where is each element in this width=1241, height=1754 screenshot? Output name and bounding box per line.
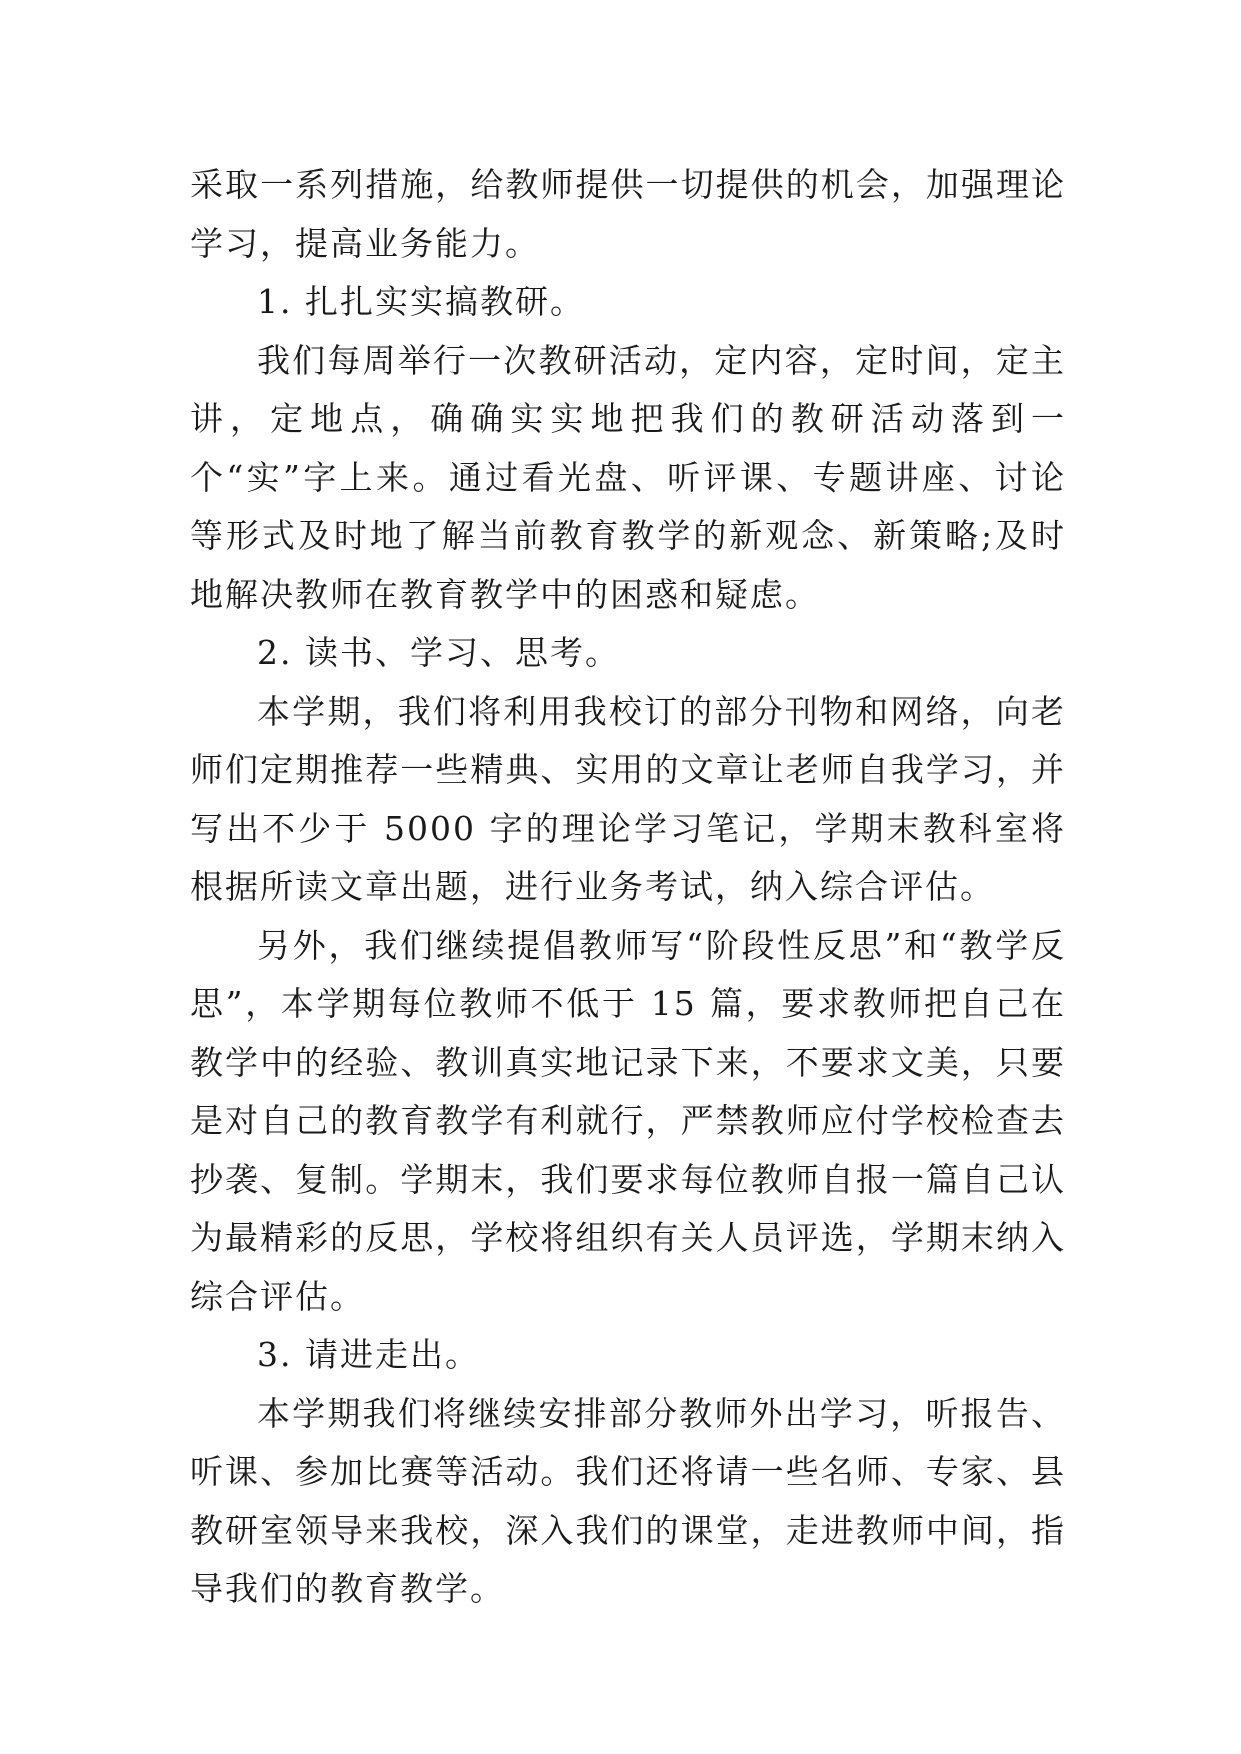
section-heading-1: 1. 扎扎实实搞教研。	[257, 282, 585, 321]
paragraph-teaching-research: 我们每周举行一次教研活动，定内容，定时间，定主讲，定地点，确确实实地把我们的教研活动落到一个“实”字上来。通过看光盘、听评课、专题讲座、讨论等形式及时地了解当前教育教学的新观念、新策略;及时地解决教师在教育教学中的困惑和疑虑。	[190, 340, 1066, 614]
document-body	[190, 156, 1066, 1619]
paragraph-continuation: 采取一系列措施，给教师提供一切提供的机会，加强理论学习，提高业务能力。	[190, 165, 1066, 263]
paragraph-invite-go-out: 本学期我们将继续安排部分教师外出学习，听报告、听课、参加比赛等活动。我们还将请一些名师、专家、县教研室领导来我校，深入我们的课堂，走进教师中间，指导我们的教育教学。	[190, 1393, 1066, 1608]
section-heading-3: 3. 请进走出。	[257, 1335, 480, 1374]
paragraph-reflection: 另外，我们继续提倡教师写“阶段性反思”和“教学反思”，本学期每位教师不低于 15 篇，要求教师把自己在教学中的经验、教训真实地记录下来，不要求文美，只要是对自己的教育教学有利就行，严禁教师应付学校检查去抄袭、复制。学期末，我们要求每位教师自报一篇自己认为最精彩的反思，学校将组织有关人员评选，学期末纳入综合评估。	[190, 925, 1066, 1316]
section-heading-2: 2. 读书、学习、思考。	[257, 633, 620, 672]
paragraph-reading-study: 本学期，我们将利用我校订的部分刊物和网络，向老师们定期推荐一些精典、实用的文章让老师自我学习，并写出不少于 5000 字的理论学习笔记，学期末教科室将根据所读文章出题，进行业务考试，纳入综合评估。	[190, 691, 1066, 906]
